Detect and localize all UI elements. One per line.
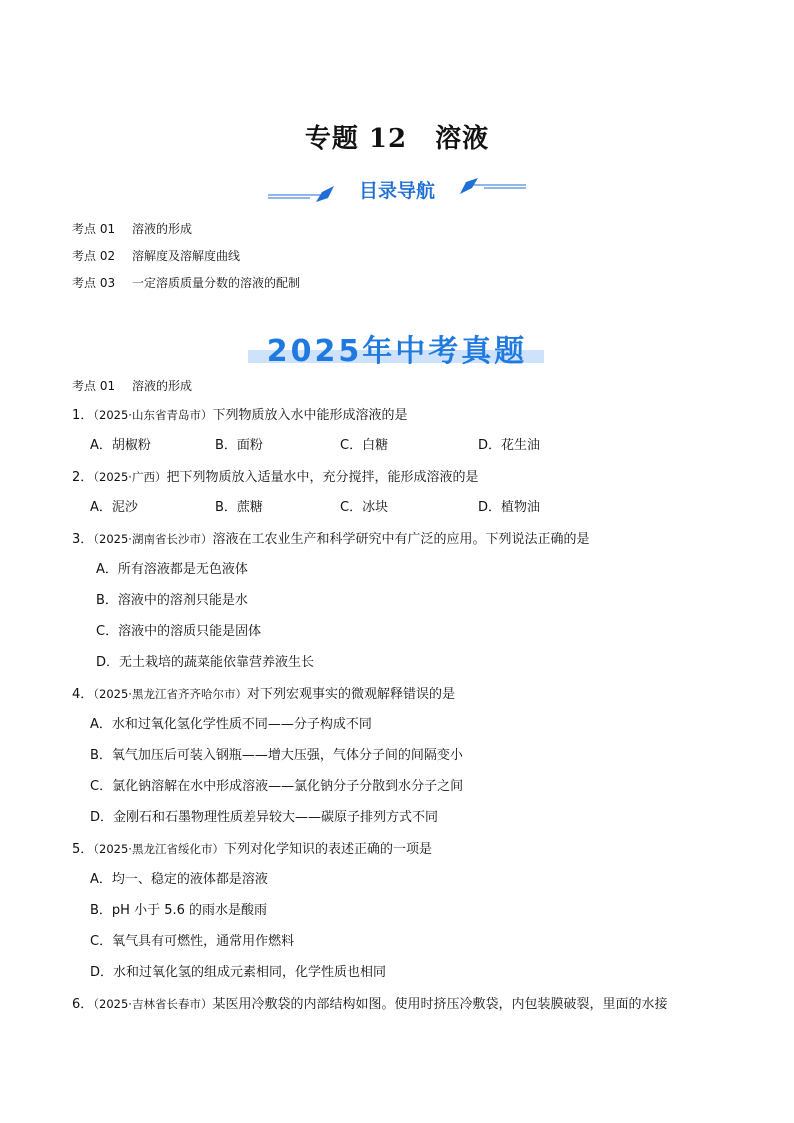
option[interactable]: B．蔗糖 [215, 500, 263, 515]
option[interactable]: A．胡椒粉 [90, 438, 151, 453]
banner-text: 2025年中考真题 [266, 334, 528, 369]
question-3: 3．（2025·湖南省长沙市）溶液在工农业生产和科学研究中有广泛的应用。下列说法正确的是 [72, 532, 590, 547]
title-part2: 溶液 [435, 124, 490, 154]
section-heading: 考点 01 溶液的形成 [72, 379, 193, 393]
option[interactable]: A．泥沙 [90, 500, 138, 515]
option[interactable]: C．白糖 [340, 438, 389, 453]
option[interactable]: B．面粉 [215, 438, 263, 453]
option[interactable]: D．无土栽培的蔬菜能依靠营养液生长 [96, 655, 315, 670]
option[interactable]: D．金刚石和石墨物理性质差异较大——碳原子排列方式不同 [90, 810, 439, 825]
question-content [72, 378, 732, 1026]
question-6: 6．（2025·吉林省长春市）某医用冷敷袋的内部结构如图。使用时挤压冷敷袋，内包装膜破裂，里面的水接 [72, 997, 668, 1012]
toc-item[interactable]: 考点 03 一定溶质质量分数的溶液的配制 [72, 276, 301, 290]
option[interactable]: D．植物油 [478, 500, 541, 515]
title-part1: 专题 12 [304, 124, 408, 154]
options-row [72, 437, 732, 468]
option[interactable]: C．溶液中的溶质只能是固体 [96, 624, 262, 639]
option[interactable]: D．花生油 [478, 438, 541, 453]
page-title [0, 118, 794, 155]
option[interactable]: D．水和过氧化氢的组成元素相同，化学性质也相同 [90, 965, 387, 980]
option[interactable]: B．pH 小于 5.6 的雨水是酸雨 [90, 903, 268, 918]
question-5: 5．（2025·黑龙江省绥化市）下列对化学知识的表述正确的一项是 [72, 842, 432, 857]
question-4: 4．（2025·黑龙江省齐齐哈尔市）对下列宏观事实的微观解释错误的是 [72, 687, 455, 702]
nav-header [0, 176, 794, 206]
question-2: 2．（2025·广西）把下列物质放入适量水中，充分搅拌，能形成溶液的是 [72, 470, 479, 485]
nav-label: 目录导航 [358, 180, 435, 202]
option[interactable]: C．氧气具有可燃性，通常用作燃料 [90, 934, 295, 949]
option[interactable]: B．溶液中的溶剂只能是水 [96, 593, 248, 608]
toc-item[interactable]: 考点 01 溶液的形成 [72, 222, 193, 236]
option[interactable]: A．均一、稳定的液体都是溶液 [90, 872, 268, 887]
option[interactable]: C．冰块 [340, 500, 389, 515]
section-banner [0, 326, 794, 369]
table-of-contents [72, 220, 300, 301]
question-1: 1．（2025·山东省青岛市）下列物质放入水中能形成溶液的是 [72, 408, 408, 423]
option[interactable]: C．氯化钠溶解在水中形成溶液——氯化钠分子分散到水分子之间 [90, 779, 464, 794]
option[interactable]: A．所有溶液都是无色液体 [96, 562, 248, 577]
option[interactable]: A．水和过氧化氢化学性质不同——分子构成不同 [90, 717, 372, 732]
toc-item[interactable]: 考点 02 溶解度及溶解度曲线 [72, 249, 241, 263]
option[interactable]: B．氧气加压后可装入钢瓶——增大压强，气体分子间的间隔变小 [90, 748, 463, 763]
options-row [72, 499, 732, 530]
